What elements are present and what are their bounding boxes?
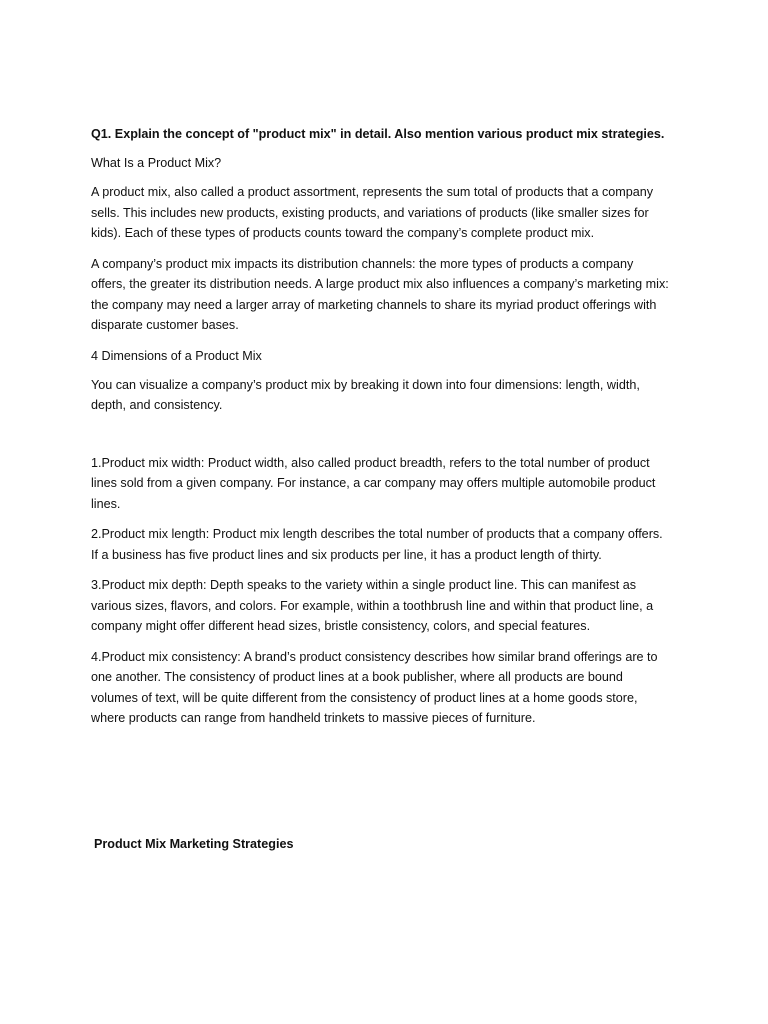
text-line: 4.Product mix consistency: A brand’s product consistency describes how similar brand offerings are to [91,649,658,664]
dimension-width [91,453,685,515]
text-line: 2.Product mix length: Product mix length describes the total number of products that a company offers. [91,527,663,541]
what-is-heading: What Is a Product Mix? [91,156,222,170]
paragraph-definition [91,182,685,244]
text-line: volumes of text, will be quite different from the consistency of product lines at a home goods store, [91,690,638,705]
text-line: depth, and consistency. [91,398,223,412]
text-line: 3.Product mix depth: Depth speaks to the variety within a single product line. This can manifest as [91,578,637,592]
text-line: the company may need a larger array of marketing channels to share its myriad product offerings with [91,297,657,312]
spacer [91,426,685,453]
dimensions-heading: 4 Dimensions of a Product Mix [91,348,262,363]
text-line: You can visualize a company’s product mix by breaking it down into four dimensions: length, width, [91,377,640,392]
text-line: disparate customer bases. [91,318,239,332]
text-line: where products can range from handheld trinkets to massive pieces of furniture. [91,711,536,725]
text-line: lines sold from a given company. For instance, a car company may offers multiple automobile product [91,476,656,490]
text-line: A product mix, also called a product assortment, represents the sum total of products that a company [91,185,654,199]
spacer [91,739,685,834]
text-line: If a business has five product lines and six products per line, it has a product length of thirty. [91,547,602,562]
text-line: A company’s product mix impacts its distribution channels: the more types of products a company [91,256,634,271]
text-line: sells. This includes new products, existing products, and variations of products (like smaller sizes for [91,205,649,220]
text-line: kids). Each of these types of products counts toward the company’s complete product mix. [91,226,595,240]
document-body [91,124,685,854]
text-line: one another. The consistency of product lines at a book publisher, where all products are bound [91,670,623,684]
text-line: offers, the greater its distribution needs. A large product mix also influences a company’s marketing mix: [91,277,669,291]
text-line: 1.Product mix width: Product width, also called product breadth, refers to the total number of product [91,455,650,470]
paragraph-distribution [91,254,685,336]
dimension-length [91,524,685,565]
dimension-depth [91,575,685,637]
dimension-consistency [91,647,685,729]
strategies-heading: Product Mix Marketing Strategies [94,836,294,851]
question-heading: Q1. Explain the concept of "product mix" in detail. Also mention various product mix strategies. [91,127,665,141]
text-line: company might offer different head sizes, bristle consistency, colors, and special features. [91,619,591,633]
text-line: various sizes, flavors, and colors. For example, within a toothbrush line and within that product line, a [91,598,654,613]
dimensions-intro [91,375,685,416]
text-line: lines. [91,496,121,511]
